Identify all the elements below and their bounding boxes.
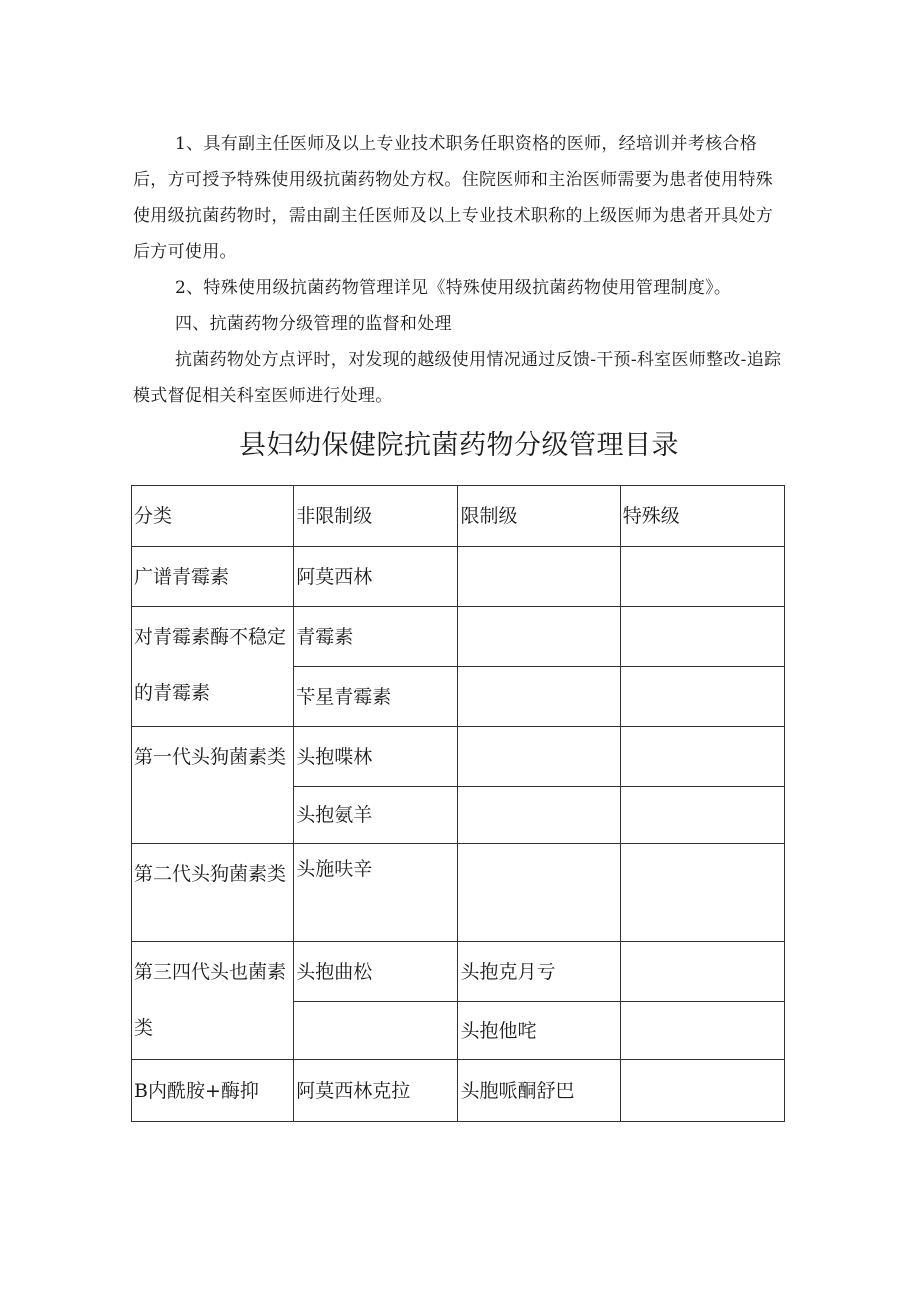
special-cell	[620, 547, 784, 607]
restricted-cell	[458, 844, 620, 942]
paragraph-4: 抗菌药物处方点评时，对发现的越级使用情况通过反馈-干预-科室医师整改-追踪模式督促相关科室医师进行处理。	[133, 350, 782, 406]
restricted-cell	[458, 727, 620, 787]
restricted-cell: 头胞哌酮舒巴	[458, 1060, 620, 1122]
special-cell	[620, 844, 784, 942]
unrestricted-cell: 头抱喋林	[294, 727, 458, 787]
restricted-cell	[458, 547, 620, 607]
restricted-cell: 头抱克月亏	[458, 942, 620, 1002]
catalog-title: 县妇幼保健院抗菌药物分级管理目录	[239, 430, 679, 461]
restricted-cell	[458, 607, 620, 667]
category-cell: 第三四代头也菌素类	[132, 942, 294, 1060]
special-cell	[620, 787, 784, 844]
restricted-cell	[458, 667, 620, 727]
unrestricted-cell: 青霉素	[294, 607, 458, 667]
special-cell	[620, 727, 784, 787]
restricted-cell	[458, 787, 620, 844]
category-cell: 对青霉素酶不稳定的青霉素	[132, 607, 294, 727]
special-cell	[620, 667, 784, 727]
category-cell: 第二代头狗菌素类	[132, 844, 294, 942]
table-header-row	[132, 486, 785, 547]
header-restricted: 限制级	[458, 486, 620, 547]
category-cell: B内酰胺+酶抑	[132, 1060, 294, 1122]
unrestricted-cell: 阿莫西林克拉	[294, 1060, 458, 1122]
category-cell: 广谱青霉素	[132, 547, 294, 607]
antibiotic-catalog-table	[131, 485, 785, 1122]
special-cell	[620, 607, 784, 667]
unrestricted-cell	[294, 1002, 458, 1060]
section-heading: 四、抗菌药物分级管理的监督和处理	[175, 314, 452, 334]
paragraph-2: 2、特殊使用级抗菌药物管理详见《特殊使用级抗菌药物使用管理制度》。	[175, 278, 732, 298]
table-row	[132, 727, 785, 787]
table-row	[132, 942, 785, 1002]
paragraph-1: 1、具有副主任医师及以上专业技术职务任职资格的医师，经培训并考核合格后，方可授予特殊使用级抗菌药物处方权。住院医师和主治医师需要为患者使用特殊使用级抗菌药物时，需由副主任医师及以上专业技术职称的上级医师为患者开具处方后方可使用。	[133, 134, 774, 262]
table-row	[132, 1060, 785, 1122]
unrestricted-cell: 苄星青霉素	[294, 667, 458, 727]
category-cell: 第一代头狗菌素类	[132, 727, 294, 844]
unrestricted-cell: 阿莫西林	[294, 547, 458, 607]
unrestricted-cell: 头施呋辛	[294, 844, 458, 942]
table-row	[132, 607, 785, 667]
table-row	[132, 844, 785, 942]
special-cell	[620, 942, 784, 1002]
header-category: 分类	[132, 486, 294, 547]
unrestricted-cell: 头抱氨羊	[294, 787, 458, 844]
restricted-cell: 头抱他咤	[458, 1002, 620, 1060]
header-special: 特殊级	[620, 486, 784, 547]
header-unrestricted: 非限制级	[294, 486, 458, 547]
table-row	[132, 547, 785, 607]
unrestricted-cell: 头抱曲松	[294, 942, 458, 1002]
special-cell	[620, 1002, 784, 1060]
special-cell	[620, 1060, 784, 1122]
